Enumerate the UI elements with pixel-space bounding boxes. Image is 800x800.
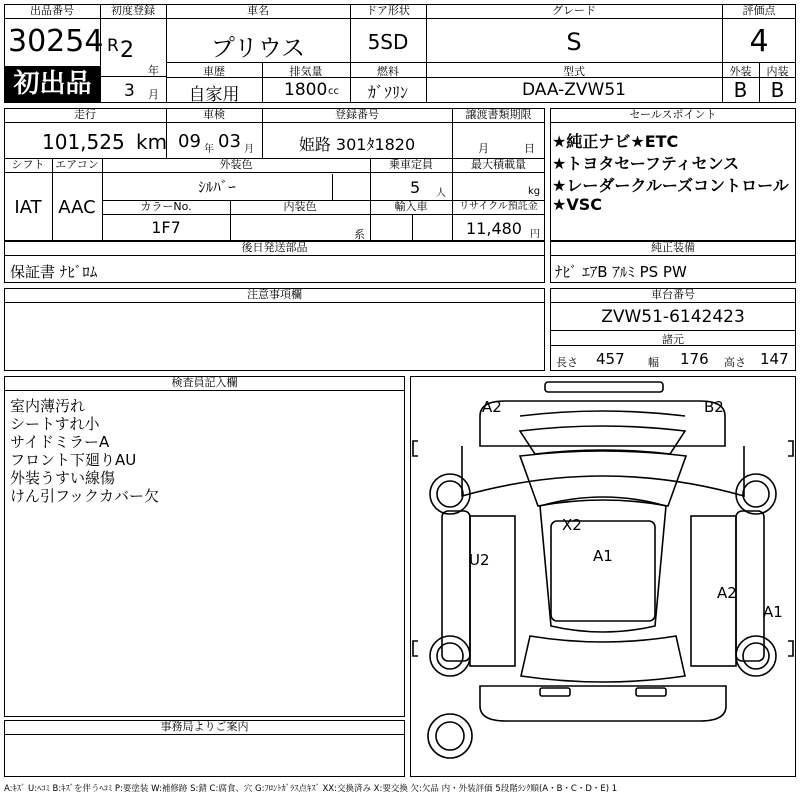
sales-points-label: セールスポイント xyxy=(550,108,796,123)
inspector-line: 外装うすい線傷 xyxy=(10,469,116,487)
reg-no: 姫路 301ﾀ1820 xyxy=(298,135,416,154)
first-reg-year-unit: 年 xyxy=(148,64,159,77)
height-label: 高さ xyxy=(724,356,746,369)
car-name-label: 車名 xyxy=(166,4,350,19)
first-reg-label: 初度登録 xyxy=(100,4,166,19)
width-label: 幅 xyxy=(648,356,659,369)
recycle: 11,480 xyxy=(466,219,522,238)
chassis-label: 車台番号 xyxy=(550,288,796,303)
sales-point-item: ★レーダークルーズコントロール xyxy=(552,176,789,195)
model: DAA-ZVW51 xyxy=(521,80,626,100)
mark-a1-right: A1 xyxy=(763,603,783,621)
displacement-label: 排気量 xyxy=(289,65,323,78)
int-score-label: 内装 xyxy=(766,65,789,78)
score-label: 評価点 xyxy=(722,4,796,19)
lot-label: 出品番号 xyxy=(4,4,100,19)
sales-point-item: ★純正ナビ★ETC xyxy=(552,132,679,151)
shift-label: シフト xyxy=(4,158,52,173)
ext-color-label: 外装色 xyxy=(102,158,370,173)
detail-block xyxy=(4,108,545,241)
recycle-label: リサイクル預託金 xyxy=(452,200,545,215)
equipment-label: 純正装備 xyxy=(550,241,796,256)
door-label: ドア形状 xyxy=(350,4,426,19)
transfer-label: 譲渡書類期限 xyxy=(452,108,545,123)
mark-a2-right: A2 xyxy=(717,584,737,602)
capacity: 5 xyxy=(410,178,421,197)
lot-number: 30254 xyxy=(8,24,104,59)
mark-b2-right: B2 xyxy=(704,398,724,416)
ext-color: ｼﾙﾊﾞｰ xyxy=(198,178,236,196)
notes-label: 注意事項欄 xyxy=(4,288,545,303)
first-reg-era: R xyxy=(107,36,119,56)
inspector-line: けん引フックカバー欠 xyxy=(10,487,159,505)
displacement: 1800 xyxy=(284,80,328,100)
int-color-unit: 系 xyxy=(354,228,365,241)
ext-score-label: 外装 xyxy=(729,65,752,78)
later-parts-label: 後日発送部品 xyxy=(4,241,545,256)
grade-label: グレード xyxy=(426,4,722,19)
inspector-line: 室内薄汚れ xyxy=(10,397,86,415)
legend: A:ｷｽﾞ U:ﾍｺﾐ B:ｷｽﾞを伴うﾍｺﾐ P:要塗装 W:補修跡 S:錆 C:腐食、穴 G:ﾌﾛﾝﾄｶﾞﾗｽ点ｷｽﾞ XX:交換済み X:要交換 欠:欠品 内・外装評価 5段階ﾗﾝｸ順(A・B・C・D・E) 1 xyxy=(4,784,618,794)
car-diagram xyxy=(410,376,796,777)
car-name: プリウス xyxy=(210,34,306,62)
mileage-label: 走行 xyxy=(4,108,166,123)
first-reg-year: 2 xyxy=(120,38,134,63)
length: 457 xyxy=(596,350,625,368)
int-score: B xyxy=(770,78,785,102)
mark-u2: U2 xyxy=(469,551,490,569)
history-label: 車歴 xyxy=(203,65,225,78)
inspector-label: 検査員記入欄 xyxy=(4,376,405,391)
aircon-label: エアコン xyxy=(52,158,102,173)
ext-score: B xyxy=(733,78,748,102)
inspection-month: 03 xyxy=(218,131,241,152)
inspection-year-unit: 年 xyxy=(204,144,214,155)
score: 4 xyxy=(749,24,769,59)
inspection-year: 09 xyxy=(178,131,201,152)
transfer-day-unit: 日 xyxy=(524,142,535,155)
shift: IAT xyxy=(14,197,42,218)
equipment: ﾅﾋﾞ ｴｱB ｱﾙﾐ PS PW xyxy=(555,263,687,281)
width: 176 xyxy=(680,350,709,368)
inspector-line: シートすれ小 xyxy=(10,415,100,433)
capacity-label: 乗車定員 xyxy=(370,158,452,173)
first-listing-badge: 初出品 xyxy=(5,66,100,102)
inspector-line: サイドミラーA xyxy=(10,433,110,451)
height: 147 xyxy=(760,350,789,368)
history: 自家用 xyxy=(188,85,240,105)
aircon: AAC xyxy=(58,197,96,218)
max-load-unit: kg xyxy=(528,186,541,197)
door-type: 5SD xyxy=(367,30,409,54)
inspection-month-unit: 月 xyxy=(244,144,254,155)
later-parts: 保証書 ﾅﾋﾞﾛﾑ xyxy=(10,263,98,281)
int-color-label: 内装色 xyxy=(230,200,370,215)
reg-no-label: 登録番号 xyxy=(262,108,452,123)
dims-label: 諸元 xyxy=(662,333,684,346)
first-reg-month: 3 xyxy=(124,81,135,101)
chassis-no: ZVW51-6142423 xyxy=(601,307,745,327)
inspector-line: フロント下廻りAU xyxy=(10,451,137,469)
mark-a2-left: A2 xyxy=(482,398,502,416)
model-label: 型式 xyxy=(563,65,585,78)
mileage-unit: km xyxy=(136,130,168,154)
first-reg-month-unit: 月 xyxy=(148,88,159,101)
color-no-label: カラーNo. xyxy=(102,200,230,215)
sales-point-item: ★VSC xyxy=(552,195,602,214)
max-load-label: 最大積載量 xyxy=(452,158,545,173)
inspection-label: 車検 xyxy=(166,108,262,123)
import-label: 輸入車 xyxy=(370,200,452,215)
displacement-unit: cc xyxy=(328,86,339,97)
recycle-unit: 円 xyxy=(530,229,540,240)
fuel: ｶﾞｿﾘﾝ xyxy=(367,83,408,102)
office-label: 事務局よりご案内 xyxy=(4,720,405,735)
length-label: 長さ xyxy=(556,356,578,369)
capacity-unit: 人 xyxy=(436,188,446,199)
fuel-label: 燃料 xyxy=(377,65,399,78)
mark-a1-center: A1 xyxy=(593,547,613,565)
color-no: 1F7 xyxy=(151,218,181,237)
grade: S xyxy=(566,28,582,56)
sales-point-item: ★トヨタセーフティセンス xyxy=(552,154,740,173)
mark-x2: X2 xyxy=(562,516,582,534)
transfer-month-unit: 月 xyxy=(478,142,489,155)
mileage: 101,525 xyxy=(42,130,125,154)
